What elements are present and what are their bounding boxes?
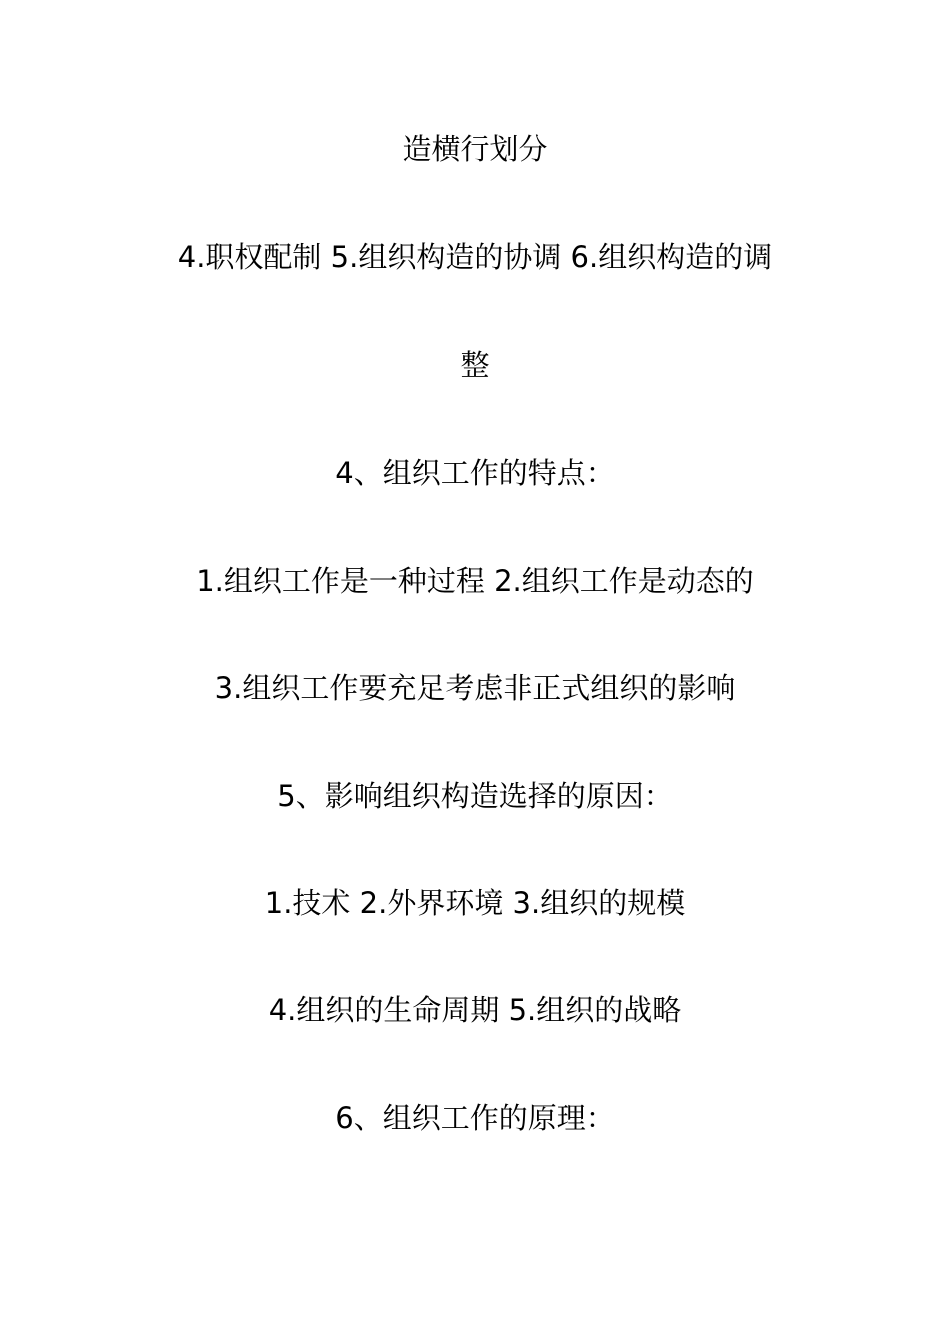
text-line-items-continued: 整 [460,348,490,382]
text-line-structure-division-continued: 造横行划分 [402,132,548,166]
text-line-factors-4-5: 4.组织的生命周期 5.组织的战略 [268,993,682,1027]
text-line-characteristics-3: 3.组织工作要充足考虑非正式组织的影响 [214,671,736,705]
section-heading-organizing-principles: 6、组织工作的原理： [335,1101,615,1135]
section-heading-structure-choice-factors: 5、影响组织构造选择的原因： [277,779,673,813]
text-line-characteristics-1-2: 1.组织工作是一种过程 2.组织工作是动态的 [196,564,754,598]
text-line-items-4-to-6: 4.职权配制 5.组织构造的协调 6.组织构造的调 [177,240,773,274]
section-heading-organizing-characteristics: 4、组织工作的特点： [335,456,615,490]
text-line-factors-1-3: 1.技术 2.外界环境 3.组织的规模 [264,886,686,920]
